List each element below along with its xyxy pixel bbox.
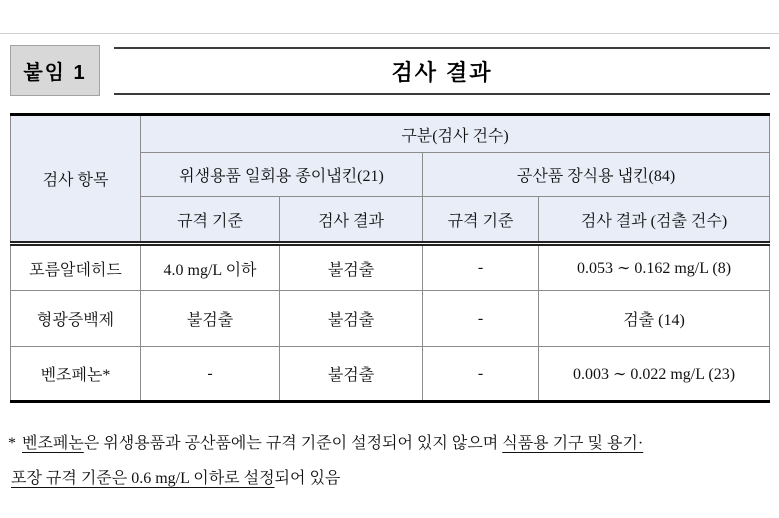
standard-cell: - (423, 244, 539, 291)
title-band (114, 47, 770, 95)
item-cell: 형광증백제 (11, 291, 141, 347)
result-cell: 불검출 (280, 347, 423, 402)
group-header-cell: 구분(검사 건수) (141, 115, 770, 153)
subheader-result-2: 검사 결과 (검출 건수) (539, 197, 770, 244)
subheader-result-1: 검사 결과 (280, 197, 423, 244)
result-cell: 불검출 (280, 244, 423, 291)
result-cell: 검출 (14) (539, 291, 770, 347)
footnote-segment: 벤조페논 (22, 435, 84, 452)
product-group-2-header: 공산품 장식용 냅킨(84) (423, 153, 770, 197)
results-table (10, 113, 770, 403)
result-cell: 0.003 ∼ 0.022 mg/L (23) (539, 347, 770, 402)
product-group-1-header: 위생용품 일회용 종이냅킨(21) (141, 153, 423, 197)
standard-cell: - (423, 347, 539, 402)
standard-cell: 불검출 (141, 291, 280, 347)
footnote-line-2 (8, 461, 774, 496)
subheader-standard-1: 규격 기준 (141, 197, 280, 244)
subheader-standard-2: 규격 기준 (423, 197, 539, 244)
footnote-line-1 (8, 426, 774, 461)
footnote-segment: 되어 있음 (274, 470, 341, 487)
attachment-label-box (10, 45, 100, 96)
item-cell: 포름알데히드 (11, 244, 141, 291)
table-row (11, 291, 770, 347)
standard-cell: - (141, 347, 280, 402)
attachment-label: 붙임 1 (23, 62, 87, 84)
corner-header-cell: 검사 항목 (11, 115, 141, 244)
footnote-segment: 은 위생용품과 공산품에는 규격 기준이 설정되어 있지 않으며 (83, 435, 503, 452)
standard-cell: - (423, 291, 539, 347)
result-cell: 0.053 ∼ 0.162 mg/L (8) (539, 244, 770, 291)
standard-cell: 4.0 mg/L 이하 (141, 244, 280, 291)
footnote-segment: 식품용 기구 및 용기· (502, 435, 644, 452)
top-hairline-divider (0, 33, 779, 34)
header-row-group (11, 115, 770, 153)
table-row (11, 244, 770, 291)
results-table-wrap (10, 113, 769, 403)
table-row (11, 347, 770, 402)
result-cell: 불검출 (280, 291, 423, 347)
footnote-segment: 포장 규격 기준은 0.6 mg/L 이하로 설정 (11, 470, 275, 487)
item-cell: 벤조페논* (11, 347, 141, 402)
page-title: 검사 결과 (391, 59, 493, 85)
footnote (8, 426, 774, 496)
footnote-marker: * (8, 435, 16, 452)
